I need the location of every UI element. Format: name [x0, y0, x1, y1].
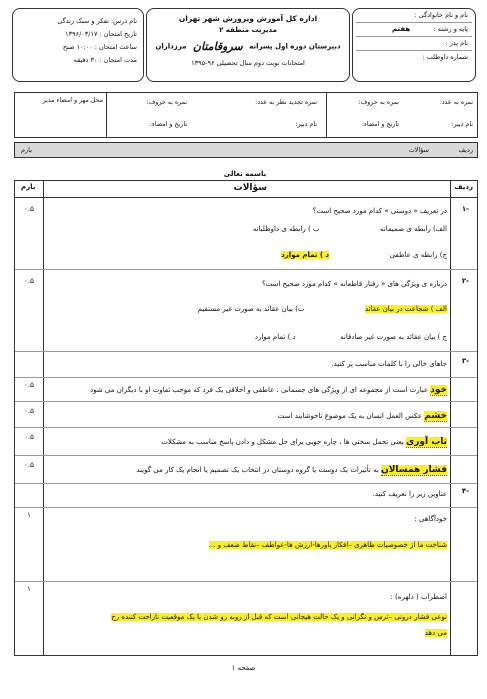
- q4-b-answer-2: می دهد: [424, 629, 447, 637]
- q3-item4-answer: فشار همسالان: [381, 465, 447, 475]
- q2-options-ab: [198, 305, 447, 313]
- review-score-letters-label: نمره به حروف:: [146, 99, 187, 106]
- page-number: صفحه ۱: [231, 664, 256, 672]
- q4-divider-0: [15, 507, 477, 508]
- q2-option-d: د ) تمام موارد: [254, 333, 296, 341]
- q3-item3-answer: تاب آوری: [405, 437, 447, 447]
- head-questions-label: سؤالات: [233, 183, 267, 193]
- father-name-label: نام پدر :: [445, 39, 468, 47]
- basmeh-title: باسمه تعالی: [223, 170, 267, 178]
- q3-item1-blank: [430, 385, 447, 396]
- q4-a-answer: شناخت ما از خصوصیات ظاهری –افکار باورها-ارزش ها-عواطف –نقاط ضعف و ...: [208, 541, 447, 549]
- grade-cell-stamp: [16, 93, 107, 137]
- q3-item3: [161, 437, 447, 448]
- q2-number: -۲: [461, 277, 469, 285]
- q1-option-c: ج) رابطه ی عاطفی: [389, 251, 447, 259]
- q3-divider-3: [15, 455, 477, 456]
- q1-options-ab: [253, 225, 447, 233]
- grade-cell-score: [326, 93, 477, 137]
- school-suffix: مرزداران: [155, 42, 187, 51]
- score-digits-label: نمره به عدد:: [439, 99, 473, 106]
- district-title: مدیریت منطقه ۲: [219, 26, 277, 34]
- q1-option-b: ب ) رابطه ی داوطلبانه: [252, 225, 320, 233]
- col-questions-label: سؤالات: [408, 146, 429, 154]
- q3-item1: [90, 385, 447, 396]
- q4-number: -۴: [461, 487, 469, 495]
- row-column-divider: [450, 181, 451, 655]
- q1-divider: [15, 269, 477, 270]
- q4-b-score: ۱: [27, 585, 31, 593]
- student-name-label: نام و نام خانوادگی :: [414, 11, 468, 19]
- q3-item2-score: ۰.۵: [24, 407, 34, 415]
- exam-time-line: ساعت امتحان : ۱۰:۰۰ صبح: [62, 43, 137, 51]
- exam-header: [14, 8, 476, 84]
- q3-text: جاهای خالی را با کلمات مناسب پر کنید.: [331, 360, 447, 368]
- q3-item3-text: یعنی تحمل سختی ها ، چاره جویی برای حل مشکل و دادن پاسخ مناسب به مشکلات: [161, 438, 404, 446]
- student-info-box: [352, 8, 476, 82]
- q4-b-answer-line2: [425, 629, 447, 637]
- school-info-box: [146, 8, 350, 82]
- q4-a-answer-wrap: [47, 541, 447, 549]
- q4-a-score: ۱: [27, 511, 31, 519]
- q3-divider-2: [15, 427, 477, 428]
- q2-text: درباره ی ویژگی های « رفتار قاطعانه » کدام مورد صحیح است؟: [261, 280, 447, 288]
- head-score-label: بارم: [21, 183, 36, 191]
- q4-b-title: اضطراب ( دلهره) :: [390, 593, 447, 601]
- q3-divider-1: [15, 401, 477, 402]
- q2-divider: [15, 351, 477, 352]
- q2-option-b: ب) بیان عقائد به صورت غیر مستقیم: [197, 305, 305, 313]
- exam-page: [14, 8, 476, 637]
- subject-line: نام درس: تفکر و سبک زندگی: [57, 17, 137, 25]
- question-table: [14, 180, 478, 656]
- q2-score: ۰.۵: [24, 277, 34, 285]
- q3-divider-0: [15, 377, 477, 378]
- grade-cell-review: [106, 93, 327, 137]
- q1-score: ۰.۵: [24, 205, 34, 213]
- col-score-label: بارم: [21, 146, 32, 154]
- review-teacher-label: نام دبیر:: [295, 121, 317, 128]
- grade-table: [14, 92, 478, 138]
- q3-item4-score: ۰.۵: [24, 461, 34, 469]
- date-sign-label: تاریخ و امضاء:: [361, 121, 399, 128]
- q4-b-answer-line1: [111, 613, 447, 621]
- q3-item4: [136, 465, 447, 476]
- school-prefix: دبیرستان دوره اول پسرانه: [249, 42, 341, 51]
- q4-a-title: خودآگاهی :: [414, 515, 447, 523]
- q2-option-c: ج ) بیان عقائد به صورت غیر صادقانه: [340, 333, 447, 341]
- principal-stamp-label: محل مهر و امضاء مدیر: [42, 97, 103, 104]
- school-logo: سروقامتان: [192, 40, 243, 53]
- review-date-sign-label: تاریخ و امضاء:: [149, 121, 187, 128]
- q3-item2: [278, 411, 447, 422]
- exam-date-line: تاریخ امتحان : ۱۳۹۶/۰۳/۱۷: [65, 30, 137, 38]
- q3-divider-4: [15, 483, 477, 484]
- q3-item2-answer: خشم: [424, 411, 447, 421]
- score-column-divider: [43, 181, 44, 655]
- q3-item1-text: عبارت است از مجموعه ای از ویژگی های جسمانی ، عاطفی و اخلاقی یک فرد که موجب تفاوت او با دیگران می شود: [90, 386, 429, 394]
- exam-info-box: [12, 8, 144, 82]
- school-title: [147, 40, 349, 53]
- review-score-digits-label: نمره تجدید نظر به عدد:: [255, 99, 317, 106]
- seat-number-label: شماره داوطلب :: [422, 53, 468, 61]
- q3-item2-text: عکس العمل انسان به یک موضوع ناخوشایند است: [277, 412, 423, 420]
- grade-value: هفتم: [392, 25, 411, 33]
- q4-divider-1: [15, 581, 477, 582]
- teacher-name-label: نام دبیر:: [451, 121, 473, 128]
- q4-text: عناوین زیر را تعریف کنید.: [372, 490, 447, 498]
- head-row-label: ردیف: [454, 183, 473, 191]
- question-table-head: [15, 181, 477, 198]
- exam-term: امتحانات نوبت دوم سال تحصیلی ۹۶-۱۳۹۵: [191, 59, 305, 67]
- q1-text: در تعریف « دوستی » کدام مورد صحیح است؟: [312, 207, 447, 215]
- q3-item3-blank: [406, 437, 447, 448]
- column-header-bar: [14, 142, 478, 158]
- q3-item2-blank: [424, 411, 447, 422]
- score-letters-label: نمره به حروف:: [358, 99, 399, 106]
- q3-item3-score: ۰.۵: [24, 433, 34, 441]
- q3-item4-text: به تأثیرات یک دوست یا گروه دوستان در انتخاب یک تصمیم یا انجام یک کار می گویند: [136, 466, 379, 474]
- col-row-label: ردیف: [458, 146, 473, 154]
- department-title: اداره کل آموزش وپرورش شهر تهران: [178, 14, 318, 23]
- q1-options-cd: [281, 251, 447, 259]
- q3-item4-blank: [381, 465, 447, 476]
- q1-option-d-answer: د ) تمام موارد: [281, 251, 330, 259]
- grade-label: پایه و رشته :: [433, 25, 468, 33]
- q2-options-cd: [255, 333, 447, 341]
- q2-option-a-answer: الف ) شجاعت در بیان عقائد: [364, 305, 447, 313]
- q4-b-answer-1: نوعی فشار درونی –ترس و نگرانی و یک حالت هیجانی است که قبل از روبه رو شدن با یک موقعیت ناراحت کننده رخ: [111, 613, 447, 621]
- q3-number: -۳: [461, 357, 469, 365]
- q3-item1-score: ۰.۵: [24, 381, 34, 389]
- q1-number: -۱: [461, 205, 469, 213]
- exam-duration-line: مدت امتحان : ۳۰ دقیقه: [73, 56, 137, 64]
- q1-option-a: الف) رابطه ی صمیمانه: [380, 225, 447, 233]
- q3-item1-answer: خود: [430, 385, 447, 395]
